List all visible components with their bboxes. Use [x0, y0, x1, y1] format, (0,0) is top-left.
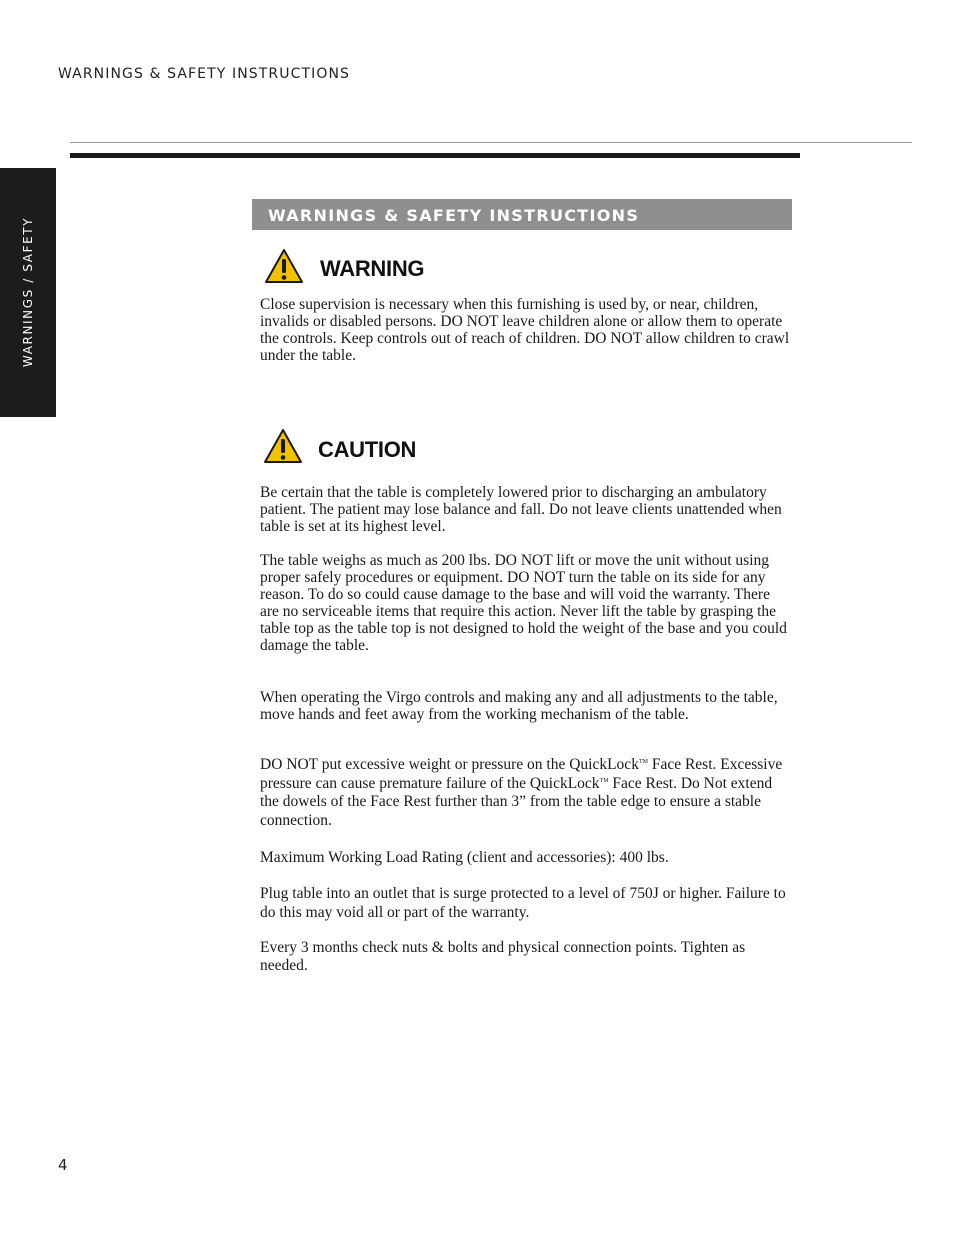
- warning-text: Close supervision is necessary when this furnishing is used by, or near, children, invalids or disabled persons. DO NOT leave children alone or allow them to operate the controls. Keep controls out of reach of children. DO NOT allow children to crawl under the table.: [260, 296, 790, 364]
- trademark-mark: TM: [638, 758, 648, 765]
- header-divider-thick: [70, 153, 800, 158]
- caution-paragraph-5: Maximum Working Load Rating (client and accessories): 400 lbs.: [260, 849, 669, 866]
- caution-paragraph-4: [260, 756, 792, 830]
- section-title: WARNINGS & SAFETY INSTRUCTIONS: [268, 206, 640, 225]
- section-title-bar: [252, 199, 792, 230]
- caution-paragraph-6: Plug table into an outlet that is surge protected to a level of 750J or higher. Failure to do this may void all or part of the warranty.: [260, 885, 786, 921]
- caution-paragraph-7: Every 3 months check nuts & bolts and physical connection points. Tighten as needed.: [260, 939, 746, 974]
- warning-heading: WARNING: [320, 256, 425, 281]
- caution-paragraph-3: When operating the Virgo controls and making any and all adjustments to the table, move hands and feet away from the working mechanism of the table.: [260, 689, 778, 723]
- caution-heading: CAUTION: [318, 437, 417, 462]
- side-tab-label: WARNINGS / SAFETY: [21, 216, 35, 368]
- warning-triangle-icon: [264, 248, 304, 284]
- running-header: WARNINGS & SAFETY INSTRUCTIONS: [58, 66, 351, 82]
- p4-text-b: Face Rest. Excessive pressure can cause premature failure of the QuickLock: [260, 756, 783, 792]
- header-divider-thin: [70, 142, 912, 143]
- p4-text-a: DO NOT put excessive weight or pressure on the QuickLock: [260, 756, 639, 773]
- page-number: 4: [58, 1156, 68, 1174]
- side-tab: [0, 168, 56, 417]
- caution-paragraph-1: Be certain that the table is completely lowered prior to discharging an ambulatory patient. The patient may lose balance and fall. Do not leave clients unattended when table is set at its highest level.: [260, 484, 782, 535]
- trademark-mark: TM: [599, 777, 609, 784]
- p4-text-c: Face Rest. Do Not extend the dowels of the Face Rest further than 3” from the table edge to ensure a stable connection.: [260, 774, 773, 829]
- caution-paragraph-2: The table weighs as much as 200 lbs. DO NOT lift or move the unit without using proper safely procedures or equipment. DO NOT turn the table on its side for any reason. To do so could cause damage to the base and will void the warranty. There are no serviceable items that require this action. Never lift the table by grasping the table top as the table top is not designed to hold the weight of the base and you could damage the table.: [260, 552, 787, 654]
- caution-triangle-icon: [263, 428, 303, 464]
